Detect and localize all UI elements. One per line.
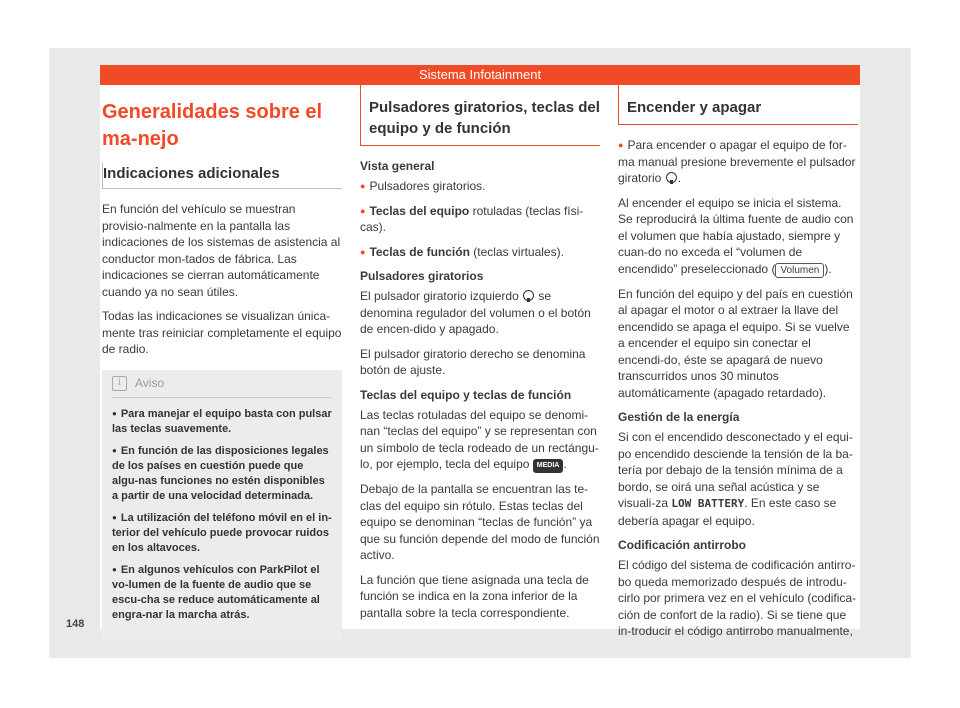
volume-knob-icon (523, 290, 534, 301)
list-item-bold: Teclas de función (369, 244, 470, 259)
paragraph: Todas las indicaciones se visualizan única-mente tras reiniciar completamente el equipo de radio. (102, 309, 342, 356)
paragraph: El pulsador giratorio derecho se denomina botón de ajuste. (360, 346, 586, 377)
notice-item: ● Para manejar el equipo basta con pulsar las teclas suavemente. (112, 406, 332, 437)
heading-keys: Teclas del equipo y teclas de función (360, 387, 572, 402)
text: . (677, 171, 682, 185)
list-item (360, 203, 600, 236)
volume-knob-icon (666, 172, 677, 183)
volume-key-icon: Volumen (775, 263, 824, 278)
list-item-text: Pulsadores giratorios. (369, 179, 486, 193)
text: El pulsador giratorio izquierdo (360, 289, 523, 303)
chapter-header: Sistema Infotainment (100, 65, 860, 85)
list-item-text: (teclas virtuales). (469, 244, 564, 259)
list-item (360, 178, 600, 195)
low-battery-message: LOW BATTERY (671, 497, 745, 510)
column-3 (618, 85, 858, 648)
paragraph (618, 429, 858, 529)
paragraph: La función que tiene asignada una tecla de función se indica en la zona inferior de la pantalla sobre la tecla correspondiente. (360, 572, 589, 620)
text: . (563, 457, 567, 471)
text: ). (824, 261, 832, 276)
paragraph: En función del equipo y del país en cuestión al apagar el motor o al extraer la llave del encendido se apaga el equipo. Si se vuelve a encender el equipo sin conectar el encendi-do, éste se apagará de nuevo transcurridos unos 30 minutos automáticamente (apagado retardado). (618, 286, 853, 400)
section-title-general: Generalidades sobre el ma-nejo (102, 101, 323, 150)
notice-header (112, 376, 332, 398)
section-title-knobs: Pulsadores giratorios, teclas del equipo y de función (360, 85, 600, 146)
notice-box (102, 370, 342, 639)
page-content (100, 85, 860, 638)
paragraph (618, 137, 858, 187)
paragraph: El código del sistema de codificación antirro-bo queda memorizado después de introdu-cirlo por primera vez en el vehículo (codifica-ción de confort de la radio). Si se tiene que in-troducir el código antirrobo manualmente, (618, 558, 857, 638)
notice-item: ● En algunos vehículos con ParkPilot el vo-lumen de la fuente de audio que se escu-cha se reduce automáticamente al engra-nar la marcha atrás. (112, 562, 332, 623)
heading-knobs: Pulsadores giratorios (360, 269, 484, 283)
column-2 (360, 85, 600, 629)
list-item-text: rotuladas (teclas físi-cas). (360, 203, 584, 234)
paragraph (360, 288, 600, 338)
text: . En este caso se debería apagar el equipo. (618, 496, 837, 528)
paragraph (618, 195, 858, 278)
text: Si con el encendido desconectado y el equi-po encendido desciende la tensión de la ba-tería por debajo de la tensión mínima de a bordo, se oirá una señal acústica y se visuali-za (618, 430, 853, 510)
media-key-icon: MEDIA (533, 459, 564, 473)
heading-antitheft: Codificación antirrobo (618, 538, 747, 552)
paragraph: Debajo de la pantalla se encuentran las te-clas del equipo sin rótulo. Estas teclas del equipo se denominan “teclas de función” ya que su función depende del modo de función activo. (360, 482, 600, 562)
section-title-on-off: Encender y apagar (618, 85, 858, 125)
notice-label: Aviso (135, 376, 165, 390)
paragraph: En función del vehículo se muestran provisio-nalmente en la pantalla las indicaciones de los sistemas de asistencia al conductor mon-tados de fábrica. Las indicaciones se cierran automáticamente cuando ya no sean útiles. (102, 202, 341, 299)
list-item-bold: Teclas del equipo (369, 203, 470, 218)
list-item (360, 244, 600, 261)
text: Para encender o apagar el equipo de for-ma manual presione brevemente el pulsador giratorio (618, 138, 856, 185)
subtitle-additional-indications: Indicaciones adicionales (102, 163, 342, 189)
info-icon: i (112, 376, 127, 391)
paragraph (360, 407, 600, 474)
notice-item: ● En función de las disposiciones legales de los países en cuestión puede que algu-nas funciones no estén disponibles a partir de una velocidad determinada. (112, 443, 332, 504)
column-1 (102, 85, 342, 639)
text: se denomina regulador del volumen o el botón de encen-dido y apagado. (360, 289, 591, 336)
heading-overview: Vista general (360, 159, 435, 173)
text: Las teclas rotuladas del equipo se denomi-nan “teclas del equipo” y se representan con un símbolo de tecla rodeado de un rectángu-lo, por ejemplo, tecla del equipo (360, 407, 599, 471)
text: Al encender el equipo se inicia el sistema. Se reproducirá la última fuente de audio con el volumen que había ajustado, siempre y cuan-do no exceda el “volumen de encendido” preseleccionado ( (618, 195, 854, 276)
heading-energy: Gestión de la energía (618, 410, 740, 424)
notice-item: ● La utilización del teléfono móvil en el in-terior del vehículo puede provocar ruidos en los altavoces. (112, 510, 332, 556)
page-number: 148 (66, 618, 85, 630)
